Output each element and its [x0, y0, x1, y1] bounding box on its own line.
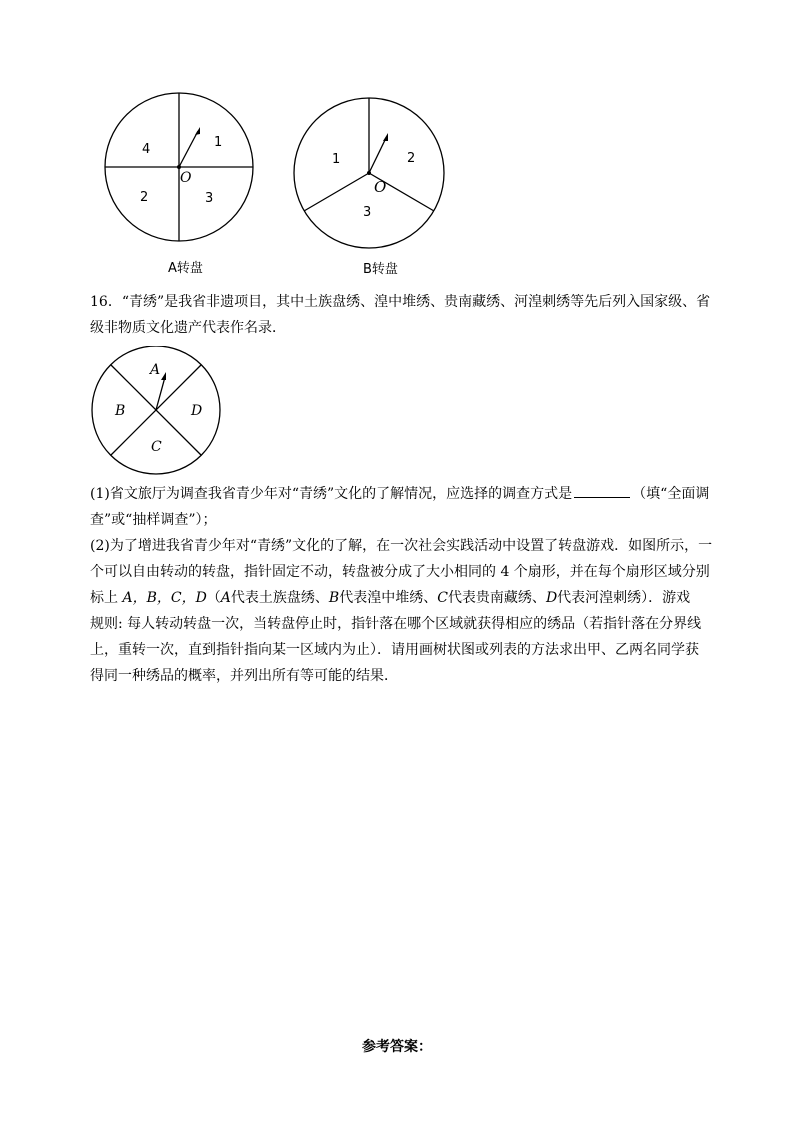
q16-part1-line-1 — [90, 481, 710, 507]
spinner-a-center-label: O — [180, 170, 192, 186]
spinner-b-label-1: 1 — [332, 152, 341, 167]
spinner-a-label-1: 1 — [214, 135, 223, 150]
spinner-a-label-3: 3 — [205, 191, 214, 206]
q16-parts — [90, 481, 713, 689]
q16-part2-line-3-g: C — [437, 590, 448, 606]
q16-part2-line-3-a: 标上 — [90, 590, 123, 606]
q16-part2-line-3-b: （ — [206, 590, 221, 606]
spinner-a-pointer-head — [195, 127, 200, 135]
spinner-b-diagram — [290, 96, 450, 256]
q16-part2-line-3-f: 代表湟中堆绣、 — [339, 590, 438, 606]
q16-part1-text-a: (1)省文旅厅为调查我省青少年对“青绣”文化的了解情况，应选择的调查方式是 — [90, 486, 573, 502]
answer-heading: 参考答案： — [362, 1039, 432, 1055]
q16-part1-text-b: （填“全面调 — [632, 486, 710, 502]
spinner-b-caption: B转盘 — [363, 262, 398, 277]
q16-part1-answer-blank[interactable] — [574, 483, 630, 498]
spinner-b-center-dot — [367, 171, 371, 175]
spinner-q16-figure — [89, 346, 223, 480]
spinner-q16-pointer-head — [161, 372, 166, 380]
spinner-q16-label-b: B — [115, 403, 126, 419]
spinner-b-center-label: O — [374, 178, 387, 196]
q16-part2-line-3-letters: A，B，C，D — [122, 590, 207, 606]
spinner-b-divider-left — [304, 173, 369, 211]
spinner-b-label-3: 3 — [363, 205, 372, 220]
q16-part2-line-5: 上，重转一次，直到指针指向某一区域内为止）．请用画树状图或列表的方法求出甲、乙两名同学获 — [90, 642, 699, 658]
spinner-q16-label-d: D — [191, 403, 203, 419]
q16-part2-line-3-i: D — [545, 590, 558, 606]
q16-part1-line-2: 查”或“抽样调查”）； — [90, 512, 217, 528]
q16-part2-line-3-d: 代表土族盘绣、 — [230, 590, 329, 606]
q16-intro — [90, 289, 710, 341]
q16-part2-line-2: 个可以自由转动的转盘，指针固定不动，转盘被分成了大小相同的 4 个扇形，并在每个扇形区域分别 — [90, 564, 710, 580]
q16-intro-line-1: 16．“青绣”是我省非遗项目，其中土族盘绣、湟中堆绣、贵南藏绣、河湟刺绣等先后列入国家级、省 — [90, 294, 711, 310]
q16-part2-line-6: 得同一种绣品的概率，并列出所有等可能的结果． — [90, 668, 398, 684]
spinner-q16-diagram — [89, 346, 223, 480]
spinner-a-figure — [100, 90, 260, 250]
spinner-q16-label-a: A — [150, 362, 161, 378]
q16-part2-line-3-c: A — [220, 590, 231, 606]
spinner-b-label-2: 2 — [407, 151, 416, 166]
spinner-a-center-dot — [177, 165, 181, 169]
spinner-q16-label-c: C — [151, 439, 162, 455]
q16-part2-line-3-h: 代表贵南藏绣、 — [447, 590, 546, 606]
spinner-a-label-2: 2 — [140, 190, 149, 205]
spinner-a-diagram — [100, 90, 260, 250]
spinner-a-caption: A转盘 — [168, 261, 203, 276]
spinner-a-label-4: 4 — [142, 142, 151, 157]
spinner-b-pointer-head — [383, 133, 388, 141]
q16-intro-line-2: 级非物质文化遗产代表作名录． — [90, 320, 286, 336]
q16-part2-line-3 — [90, 585, 710, 611]
q16-part2-line-3-j: 代表河湟刺绣）．游戏 — [557, 590, 691, 606]
q16-part2-line-4: 规则: 每人转动转盘一次，当转盘停止时，指针落在哪个区域就获得相应的绣品（若指针落在分界线 — [90, 616, 702, 632]
spinner-a-pointer — [179, 131, 198, 167]
q16-part2-line-3-e: B — [328, 590, 340, 606]
spinner-b-figure — [290, 96, 450, 256]
spinner-b-pointer — [369, 138, 386, 173]
q16-part2-line-1: (2)为了增进我省青少年对“青绣”文化的了解，在一次社会实践活动中设置了转盘游戏．如图所示，一 — [90, 538, 713, 554]
